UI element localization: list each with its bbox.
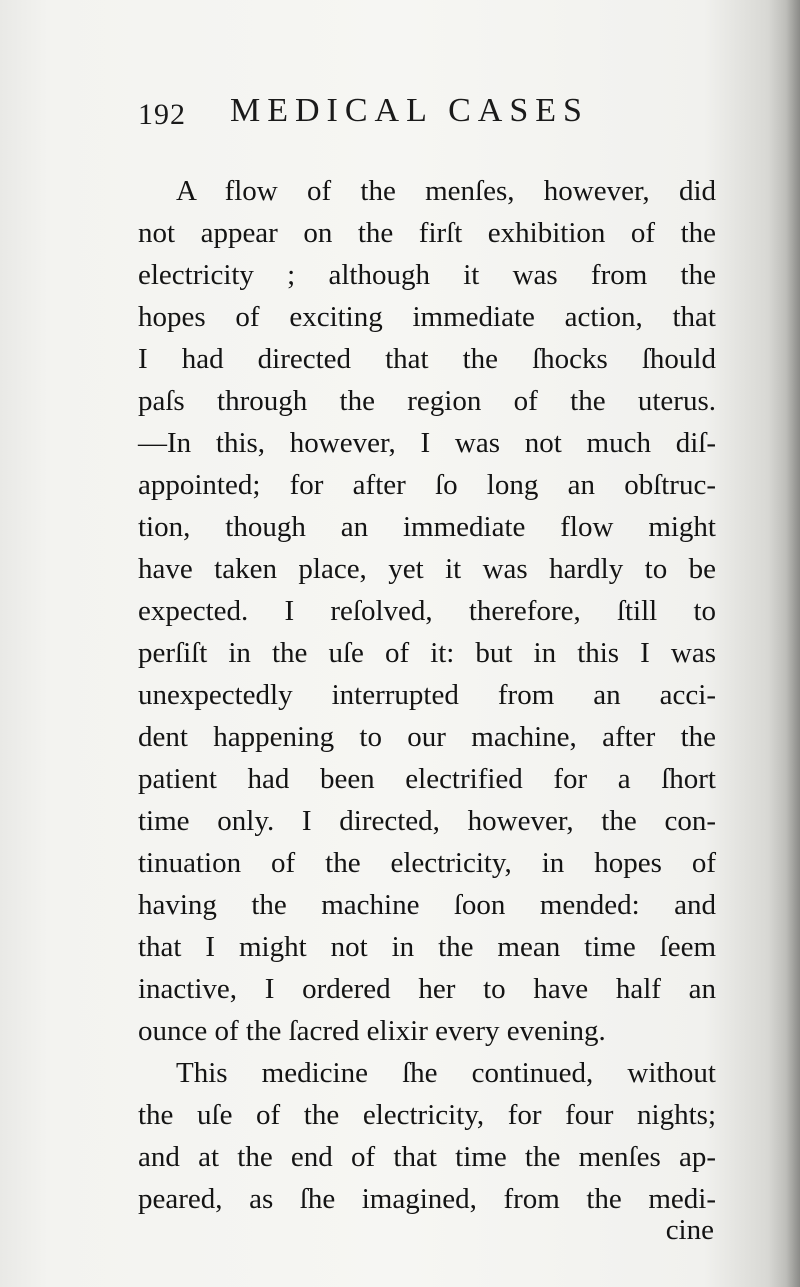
text-line: paſs through the region of the uterus. — [138, 385, 716, 417]
text-line: the uſe of the electricity, for four nights; — [138, 1099, 716, 1131]
text-line: have taken place, yet it was hardly to be — [138, 553, 716, 585]
text-line: ounce of the ſacred elixir every evening. — [138, 1015, 606, 1047]
text-line: A flow of the menſes, however, did — [176, 175, 716, 207]
text-line: not appear on the firſt exhibition of the — [138, 217, 716, 249]
text-line: perſiſt in the uſe of it: but in this I was — [138, 637, 716, 669]
text-line: peared, as ſhe imagined, from the medi- — [138, 1183, 716, 1215]
text-line: expected. I reſolved, therefore, ſtill to — [138, 595, 716, 627]
text-line: inactive, I ordered her to have half an — [138, 973, 716, 1005]
text-line: electricity ; although it was from the — [138, 259, 716, 291]
text-line: tinuation of the electricity, in hopes of — [138, 847, 716, 879]
text-line: that I might not in the mean time ſeem — [138, 931, 716, 963]
body-text — [138, 170, 716, 1220]
text-line: This medicine ſhe continued, without — [176, 1057, 716, 1089]
text-line: patient had been electrified for a ſhort — [138, 763, 716, 795]
text-line: appointed; for after ſo long an obſtruc- — [138, 469, 716, 501]
text-line: dent happening to our machine, after the — [138, 721, 716, 753]
page-number: 192 — [138, 98, 186, 131]
text-line: tion, though an immediate flow might — [138, 511, 716, 543]
text-line: I had directed that the ſhocks ſhould — [138, 343, 716, 375]
text-line: hopes of exciting immediate action, that — [138, 301, 716, 333]
text-line: having the machine ſoon mended: and — [138, 889, 716, 921]
catchword: cine — [665, 1214, 714, 1246]
text-line: and at the end of that time the menſes ap- — [138, 1141, 716, 1173]
text-line: —In this, however, I was not much diſ- — [138, 427, 716, 459]
page-header — [138, 92, 718, 140]
text-line: unexpectedly interrupted from an acci- — [138, 679, 716, 711]
running-title: MEDICAL CASES — [230, 92, 589, 129]
text-line: time only. I directed, however, the con- — [138, 805, 716, 837]
